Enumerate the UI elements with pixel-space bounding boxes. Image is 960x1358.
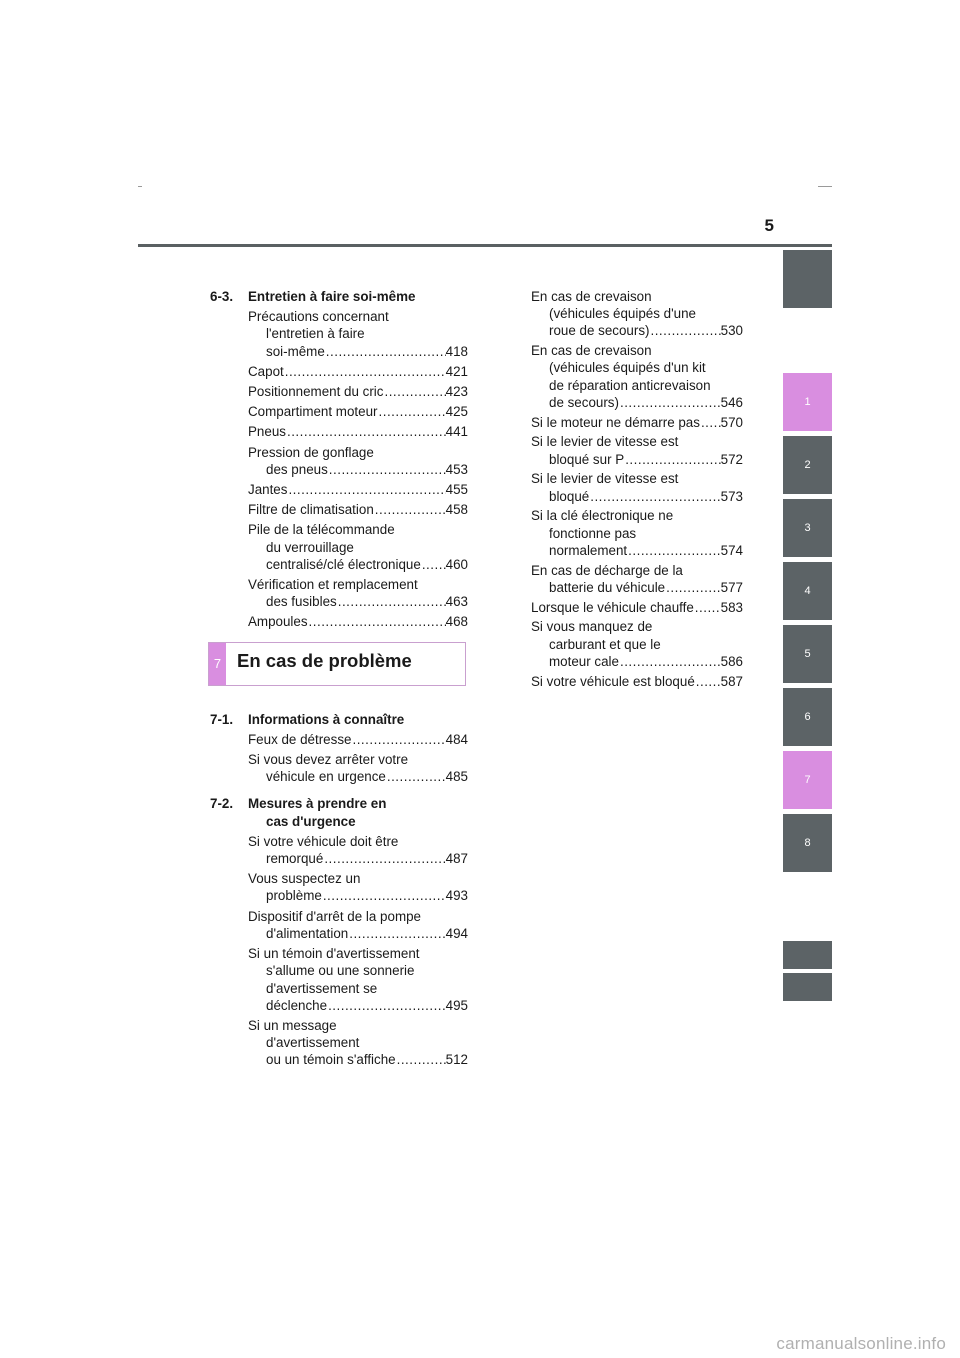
dot-leader bbox=[386, 768, 446, 785]
toc-page-number: 418 bbox=[445, 343, 468, 359]
side-tab-5[interactable]: 5 bbox=[783, 625, 832, 683]
side-tab-6[interactable]: 6 bbox=[783, 688, 832, 746]
toc-entry-final-line bbox=[531, 488, 743, 505]
toc-entry-final-line bbox=[248, 481, 468, 498]
toc-entry-final-line bbox=[248, 423, 468, 440]
toc-entry-title: remorqué bbox=[266, 851, 324, 867]
toc-entry-title: Feux de détresse bbox=[248, 731, 352, 747]
toc-page-number: 494 bbox=[445, 925, 468, 941]
toc-page-number: 425 bbox=[445, 404, 468, 420]
toc-entry-line: carburant et que le bbox=[549, 636, 661, 652]
toc-entry-final-line bbox=[248, 556, 468, 573]
toc-entry-title: Si votre véhicule est bloqué bbox=[531, 673, 695, 689]
toc-entry[interactable] bbox=[531, 433, 743, 467]
side-tab-1[interactable]: 1 bbox=[783, 373, 832, 431]
toc-entry-title: Compartiment moteur bbox=[248, 404, 378, 420]
dot-leader bbox=[351, 731, 445, 748]
watermark: carmanualsonline.info bbox=[776, 1334, 946, 1353]
side-tab-2[interactable]: 2 bbox=[783, 436, 832, 494]
toc-entry-line: Vérification et remplacement bbox=[248, 577, 418, 593]
crop-mark-right bbox=[818, 186, 832, 187]
toc-entry-line: (véhicules équipés d'un kit bbox=[549, 360, 706, 376]
dot-leader bbox=[284, 363, 446, 380]
toc-entry-line: Si le levier de vitesse est bbox=[531, 434, 679, 450]
toc-list-7-2 bbox=[210, 833, 468, 1069]
toc-entry-title: bloqué sur P bbox=[549, 451, 625, 467]
toc-entry-title: bloqué bbox=[549, 488, 590, 504]
toc-entry[interactable] bbox=[248, 423, 468, 440]
toc-entry-final-line bbox=[248, 850, 468, 867]
toc-entry-final-line bbox=[531, 673, 743, 690]
chapter-title: En cas de problème bbox=[237, 649, 412, 671]
dot-leader bbox=[348, 925, 445, 942]
toc-entry-final-line bbox=[248, 1051, 468, 1068]
toc-entry-line: du verrouillage bbox=[266, 539, 354, 555]
toc-entry[interactable] bbox=[531, 673, 743, 690]
toc-entry-title: problème bbox=[266, 888, 322, 904]
toc-entry[interactable] bbox=[248, 501, 468, 518]
page-number: 5 bbox=[764, 216, 774, 235]
dot-leader bbox=[421, 556, 446, 573]
toc-entry-line: d'avertissement bbox=[266, 1035, 360, 1051]
toc-entry-line: (véhicules équipés d'une bbox=[549, 306, 696, 322]
toc-entry[interactable] bbox=[531, 414, 743, 431]
toc-entry-final-line bbox=[248, 613, 468, 630]
toc-entry[interactable] bbox=[248, 908, 468, 942]
toc-entry[interactable] bbox=[531, 342, 743, 411]
toc-entry-final-line bbox=[248, 501, 468, 518]
toc-entry-line: En cas de crevaison bbox=[531, 343, 652, 359]
toc-entry-final-line bbox=[248, 343, 468, 360]
dot-leader bbox=[695, 673, 721, 690]
toc-page-number: 583 bbox=[720, 599, 743, 615]
toc-entry-title: Si le moteur ne démarre pas bbox=[531, 414, 700, 430]
dot-leader bbox=[694, 599, 721, 616]
toc-entry-line: Si vous manquez de bbox=[531, 619, 653, 635]
side-tab-top[interactable] bbox=[783, 250, 832, 308]
toc-entry-final-line bbox=[531, 579, 743, 596]
toc-entry[interactable] bbox=[248, 363, 468, 380]
toc-page-number: 485 bbox=[445, 769, 468, 785]
toc-entry[interactable] bbox=[248, 613, 468, 630]
toc-entry-title: déclenche bbox=[266, 997, 328, 1013]
dot-leader bbox=[286, 423, 446, 440]
toc-page-number: 587 bbox=[720, 673, 743, 689]
toc-entry[interactable] bbox=[531, 599, 743, 616]
dot-leader bbox=[396, 1051, 446, 1068]
toc-page-number: 441 bbox=[445, 424, 468, 440]
toc-page-number: 487 bbox=[445, 851, 468, 867]
toc-entry-final-line bbox=[248, 768, 468, 785]
toc-entry[interactable] bbox=[248, 481, 468, 498]
dot-leader bbox=[337, 593, 446, 610]
toc-right-column bbox=[531, 288, 743, 690]
toc-page-number: 530 bbox=[720, 323, 743, 339]
side-tab-4[interactable]: 4 bbox=[783, 562, 832, 620]
side-tab-7[interactable]: 7 bbox=[783, 751, 832, 809]
toc-entry-final-line bbox=[248, 403, 468, 420]
dot-leader bbox=[619, 394, 721, 411]
toc-entry-title: Jantes bbox=[248, 482, 288, 498]
toc-entry-line: Pression de gonflage bbox=[248, 444, 374, 460]
toc-page-number: 493 bbox=[445, 888, 468, 904]
toc-page-number: 484 bbox=[445, 731, 468, 747]
toc-entry-title: ou un témoin s'affiche bbox=[266, 1052, 396, 1068]
section-heading-6-3: 6-3. Entretien à faire soi-même bbox=[210, 289, 416, 304]
toc-entry[interactable] bbox=[248, 383, 468, 400]
toc-entry-line: Précautions concernant bbox=[248, 309, 389, 325]
toc-page-number: 546 bbox=[720, 394, 743, 410]
dot-leader bbox=[325, 343, 446, 360]
chapter-tab-number: 7 bbox=[209, 643, 226, 685]
toc-list-right bbox=[531, 288, 743, 690]
toc-left-column bbox=[210, 288, 468, 1069]
section-heading-7-1: 7-1. Informations à connaître bbox=[210, 711, 405, 727]
toc-entry-line: s'allume ou une sonnerie bbox=[266, 963, 415, 979]
toc-entry-line: l'entretien à faire bbox=[266, 326, 365, 342]
toc-entry-line: Si le levier de vitesse est bbox=[531, 471, 679, 487]
side-tab-index-a[interactable] bbox=[783, 941, 832, 969]
toc-entry-title: Pneus bbox=[248, 424, 286, 440]
toc-entry-final-line bbox=[531, 414, 743, 431]
dot-leader bbox=[328, 461, 446, 478]
toc-page-number: 572 bbox=[720, 451, 743, 467]
dot-leader bbox=[322, 887, 446, 904]
toc-entry-final-line bbox=[248, 731, 468, 748]
toc-list-7-1 bbox=[210, 731, 468, 786]
toc-entry-final-line bbox=[248, 887, 468, 904]
toc-entry[interactable] bbox=[248, 751, 468, 785]
toc-entry-final-line bbox=[531, 542, 743, 559]
toc-entry-title: Lorsque le véhicule chauffe bbox=[531, 599, 694, 615]
toc-entry[interactable] bbox=[248, 403, 468, 420]
toc-page-number: 573 bbox=[720, 488, 743, 504]
toc-entry[interactable] bbox=[248, 833, 468, 867]
toc-entry-final-line bbox=[531, 322, 743, 339]
toc-entry-final-line bbox=[531, 599, 743, 616]
header-rule bbox=[138, 244, 832, 247]
dot-leader bbox=[627, 542, 721, 559]
toc-entry[interactable] bbox=[248, 1017, 468, 1069]
dot-leader bbox=[383, 383, 445, 400]
toc-entry[interactable] bbox=[248, 870, 468, 904]
toc-entry-title: Capot bbox=[248, 363, 284, 379]
toc-entry-line: Si un témoin d'avertissement bbox=[248, 946, 420, 962]
toc-entry-final-line bbox=[248, 363, 468, 380]
toc-entry-final-line bbox=[248, 461, 468, 478]
toc-entry-line: Si la clé électronique ne bbox=[531, 508, 674, 524]
toc-entry[interactable] bbox=[248, 731, 468, 748]
toc-entry-final-line bbox=[531, 451, 743, 468]
toc-entry-line: de réparation anticrevaison bbox=[549, 377, 711, 393]
toc-entry-line: Dispositif d'arrêt de la pompe bbox=[248, 908, 421, 924]
dot-leader bbox=[649, 322, 720, 339]
dot-leader bbox=[619, 653, 721, 670]
toc-entry[interactable] bbox=[531, 470, 743, 504]
toc-entry-title: Ampoules bbox=[248, 614, 308, 630]
toc-entry[interactable] bbox=[248, 521, 468, 573]
side-tab-8[interactable]: 8 bbox=[783, 814, 832, 872]
toc-entry-title: d'alimentation bbox=[266, 925, 349, 941]
toc-entry[interactable] bbox=[248, 945, 468, 1014]
toc-entry-title: moteur cale bbox=[549, 653, 619, 669]
section-heading-7-2: 7-2. Mesures à prendre en cas d'urgence bbox=[210, 796, 387, 829]
toc-page-number: 495 bbox=[445, 997, 468, 1013]
toc-entry-title: des fusibles bbox=[266, 594, 337, 610]
toc-entry-title: Filtre de climatisation bbox=[248, 502, 374, 518]
toc-entry[interactable] bbox=[248, 576, 468, 610]
toc-page-number: 458 bbox=[445, 502, 468, 518]
toc-entry-title: des pneus bbox=[266, 461, 328, 477]
crop-mark-left bbox=[138, 186, 142, 187]
toc-entry-title: batterie du véhicule bbox=[549, 579, 666, 595]
toc-entry[interactable] bbox=[531, 507, 743, 559]
toc-entry-line: Si votre véhicule doit être bbox=[248, 833, 399, 849]
toc-entry-line: En cas de décharge de la bbox=[531, 562, 683, 578]
toc-entry-line: fonctionne pas bbox=[549, 525, 637, 541]
toc-page-number: 460 bbox=[445, 556, 468, 572]
dot-leader bbox=[287, 481, 445, 498]
toc-entry-line: d'avertissement se bbox=[266, 980, 378, 996]
toc-page-number: 570 bbox=[720, 414, 743, 430]
toc-entry-line: Si vous devez arrêter votre bbox=[248, 752, 409, 768]
toc-entry[interactable] bbox=[248, 308, 468, 360]
toc-page-number: 455 bbox=[445, 482, 468, 498]
toc-page-number: 512 bbox=[445, 1052, 468, 1068]
toc-entry-title: soi-même bbox=[266, 343, 325, 359]
toc-entry-final-line bbox=[248, 593, 468, 610]
toc-entry-final-line bbox=[531, 653, 743, 670]
toc-entry-final-line bbox=[248, 997, 468, 1014]
toc-entry[interactable] bbox=[531, 288, 743, 340]
toc-entry-title: véhicule en urgence bbox=[266, 769, 386, 785]
toc-entry-line: Pile de la télécommande bbox=[248, 522, 395, 538]
toc-page-number: 586 bbox=[720, 653, 743, 669]
toc-entry-final-line bbox=[248, 925, 468, 942]
toc-entry-final-line bbox=[531, 394, 743, 411]
toc-page-number: 421 bbox=[445, 363, 468, 379]
dot-leader bbox=[589, 488, 720, 505]
toc-entry-title: Positionnement du cric bbox=[248, 384, 384, 400]
toc-entry-title: centralisé/clé électronique bbox=[266, 556, 421, 572]
toc-list-6-3 bbox=[210, 308, 468, 630]
dot-leader bbox=[624, 451, 720, 468]
toc-page-number: 574 bbox=[720, 542, 743, 558]
dot-leader bbox=[665, 579, 721, 596]
dot-leader bbox=[323, 850, 445, 867]
toc-page-number: 577 bbox=[720, 579, 743, 595]
toc-entry-title: roue de secours) bbox=[549, 323, 650, 339]
toc-entry-line: Si un message bbox=[248, 1017, 337, 1033]
toc-page-number: 423 bbox=[445, 384, 468, 400]
toc-entry-title: normalement bbox=[549, 542, 628, 558]
toc-entry[interactable] bbox=[531, 618, 743, 670]
toc-entry-title: de secours) bbox=[549, 394, 619, 410]
toc-entry[interactable] bbox=[248, 444, 468, 478]
toc-entry-line: Vous suspectez un bbox=[248, 871, 361, 887]
side-tab-3[interactable]: 3 bbox=[783, 499, 832, 557]
toc-page-number: 453 bbox=[445, 461, 468, 477]
toc-page-number: 468 bbox=[445, 614, 468, 630]
dot-leader bbox=[700, 414, 721, 431]
dot-leader bbox=[374, 501, 446, 518]
toc-page-number: 463 bbox=[445, 594, 468, 610]
toc-entry-line: En cas de crevaison bbox=[531, 289, 652, 304]
dot-leader bbox=[378, 403, 446, 420]
chapter-heading-box bbox=[208, 642, 466, 686]
toc-entry-final-line bbox=[248, 383, 468, 400]
toc-entry[interactable] bbox=[531, 562, 743, 596]
dot-leader bbox=[327, 997, 446, 1014]
side-tab-index-b[interactable] bbox=[783, 973, 832, 1001]
dot-leader bbox=[308, 613, 446, 630]
